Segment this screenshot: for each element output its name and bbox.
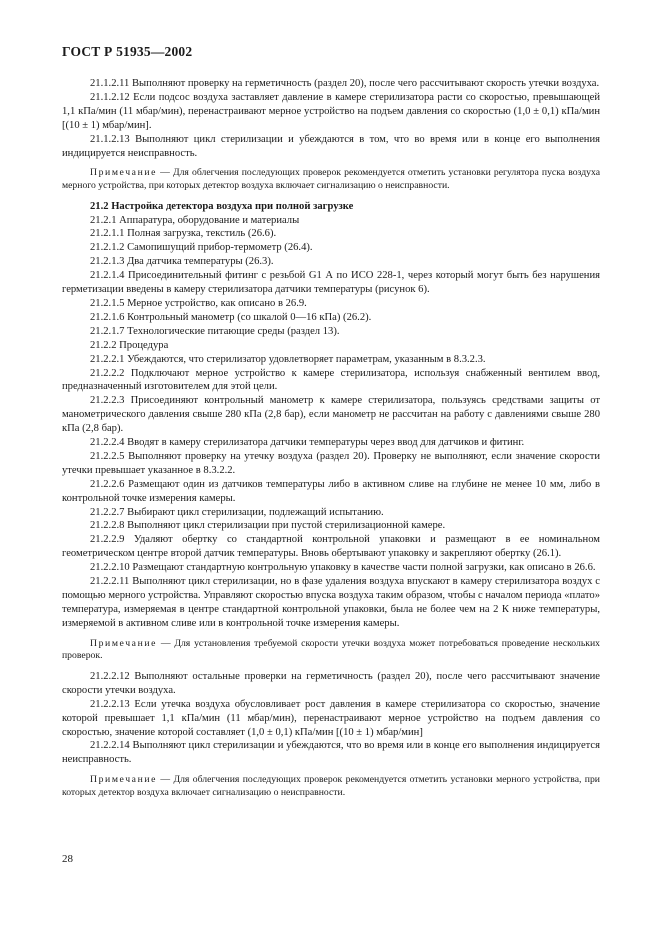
item-21-2-2-9: 21.2.2.9 Удаляют обертку со стандартной контрольной упаковки и размещают в ее номинальном геометрическом центре второй датчик температуры. Вновь обертывают упаковку и закрепляют обертку (26.1).	[62, 534, 600, 560]
item-21-2-2-14: 21.2.2.14 Выполняют цикл стерилизации и убеждаются, что во время или в конце его выполнения индицируется неисправность.	[62, 740, 600, 766]
item-21-2-1-1: 21.2.1.1 Полная загрузка, текстиль (26.6).	[90, 228, 277, 240]
note-1-lead: Примечание	[90, 167, 158, 179]
note-2-lead: Примечание	[90, 637, 158, 649]
spacer	[62, 193, 600, 200]
spacer	[62, 767, 600, 774]
item-21-2-2-5: 21.2.2.5 Выполняют проверку на утечку воздуха (раздел 20). Проверку не выполняют, если значение скорости утечки превышает указанное в 8.3.2.2.	[62, 450, 600, 476]
note-1-text: — Для облегчения последующих проверок рекомендуется отметить установки регулятора пуска воздуха мерного устройства, при которых детектор воздуха включает сигнализацию о неисправности.	[62, 167, 600, 192]
item-21-2-2-12: 21.2.2.12 Выполняют остальные проверки на герметичность (раздел 20), после чего рассчитывают значение скорости утечки воздуха.	[62, 670, 600, 696]
item-21-2-1-3: 21.2.1.3 Два датчика температуры (26.3).	[90, 256, 274, 268]
item-21-2-1-7: 21.2.1.7 Технологические питающие среды (раздел 13).	[90, 325, 340, 337]
paragraph-21-1-2-12: 21.1.2.12 Если подсос воздуха заставляет давление в камере стерилизатора расти со скоростью, превышающей 1,1 кПа/мин (11 мбар/мин), перенастраивают мерное устройство на подъем давления со скоростью (1,0 ± 0,1) кПа/мин [(10 ± 1) мбар/мин].	[62, 91, 600, 131]
item-21-2-2: 21.2.2 Процедура	[90, 339, 169, 351]
item-21-2-2-13: 21.2.2.13 Если утечка воздуха обусловливает рост давления в камере стерилизатора со скоростью, значение которой превышает 1,1 кПа/мин (11 мбар/мин), перенастраивают мерное устройство на подъем давления со скоростью, значение которой составляет (1,0 ± 0,1) кПа/мин [(10 ± 1) мбар/мин]	[62, 698, 600, 738]
document-body	[62, 77, 600, 799]
note-3-text: — Для облегчения последующих проверок рекомендуется отметить установки мерного устройства, при которых детектор воздуха включает сигнализацию о неисправности.	[62, 774, 600, 798]
spacer	[62, 160, 600, 167]
note-3	[62, 774, 600, 799]
spacer	[62, 663, 600, 670]
item-21-2-1-2: 21.2.1.2 Самопишущий прибор-термометр (26.4).	[90, 242, 313, 254]
item-21-2-1: 21.2.1 Аппаратура, оборудование и материалы	[90, 214, 300, 226]
item-21-2-2-6: 21.2.2.6 Размещают один из датчиков температуры либо в активном сливе на глубине не менее 10 мм, либо в контрольной точке измерения камеры.	[62, 478, 600, 504]
item-21-2-1-4: 21.2.1.4 Присоединительный фитинг с резьбой G1 А по ИСО 228-1, через который могут быть без нарушения герметизации введены в камеру стерилизатора датчики температуры (рисунок 6).	[62, 270, 600, 296]
document-header: ГОСТ Р 51935—2002	[62, 44, 193, 59]
note-2	[62, 638, 600, 663]
item-21-2-2-8: 21.2.2.8 Выполняют цикл стерилизации при пустой стерилизационной камере.	[90, 520, 446, 532]
item-21-2-2-2: 21.2.2.2 Подключают мерное устройство к камере стерилизатора, используя снабженный вентилем ввод, предназначенный изготовителем для этой цели.	[62, 367, 600, 393]
item-21-2-1-5: 21.2.1.5 Мерное устройство, как описано в 26.9.	[90, 297, 307, 309]
spacer	[62, 631, 600, 638]
item-21-2-2-7: 21.2.2.7 Выбирают цикл стерилизации, подлежащий испытанию.	[90, 506, 384, 518]
note-2-text: — Для установления требуемой скорости утечки воздуха может потребоваться проведение нескольких проверок.	[62, 637, 600, 662]
item-21-2-2-11: 21.2.2.11 Выполняют цикл стерилизации, но в фазе удаления воздуха впускают в камеру стерилизатора воздух с помощью мерного устройства. Управляют скоростью впуска воздуха таким образом, чтобы с началом периода «плато» температура, измеряемая в центре стандартной контрольной упаковки, была не более чем на 2 К ниже температуры, измеряемой в активном сливе или в контрольной точке измерения камеры.	[62, 576, 600, 629]
item-21-2-2-10: 21.2.2.10 Размещают стандартную контрольную упаковку в качестве части полной загрузки, как описано в 26.6.	[90, 562, 596, 574]
item-21-2-2-1: 21.2.2.1 Убеждаются, что стерилизатор удовлетворяет параметрам, указанным в 8.3.2.3.	[90, 353, 486, 365]
item-21-2-1-6: 21.2.1.6 Контрольный манометр (со шкалой 0—16 кПа) (26.2).	[90, 311, 372, 323]
item-21-2-2-3: 21.2.2.3 Присоединяют контрольный манометр к камере стерилизатора, пользуясь средствами защиты от манометрического давления свыше 280 кПа (2,8 бар), если манометр не рассчитан на работу с давлениями свыше 280 кПа (2,8 бар).	[62, 395, 600, 435]
note-1	[62, 167, 600, 192]
item-21-2-2-4: 21.2.2.4 Вводят в камеру стерилизатора датчики температуры через ввод для датчиков и фитинг.	[90, 437, 525, 449]
note-3-lead: Примечание	[90, 774, 158, 786]
paragraph-21-1-2-11: 21.1.2.11 Выполняют проверку на герметичность (раздел 20), после чего рассчитывают скорость утечки воздуха.	[90, 78, 600, 89]
section-title-21-2: 21.2 Настройка детектора воздуха при полной загрузке	[90, 200, 354, 212]
page-number: 28	[62, 853, 73, 865]
paragraph-21-1-2-13: 21.1.2.13 Выполняют цикл стерилизации и убеждаются в том, что во время или в конце его выполнения индицируется неисправность.	[62, 133, 600, 159]
